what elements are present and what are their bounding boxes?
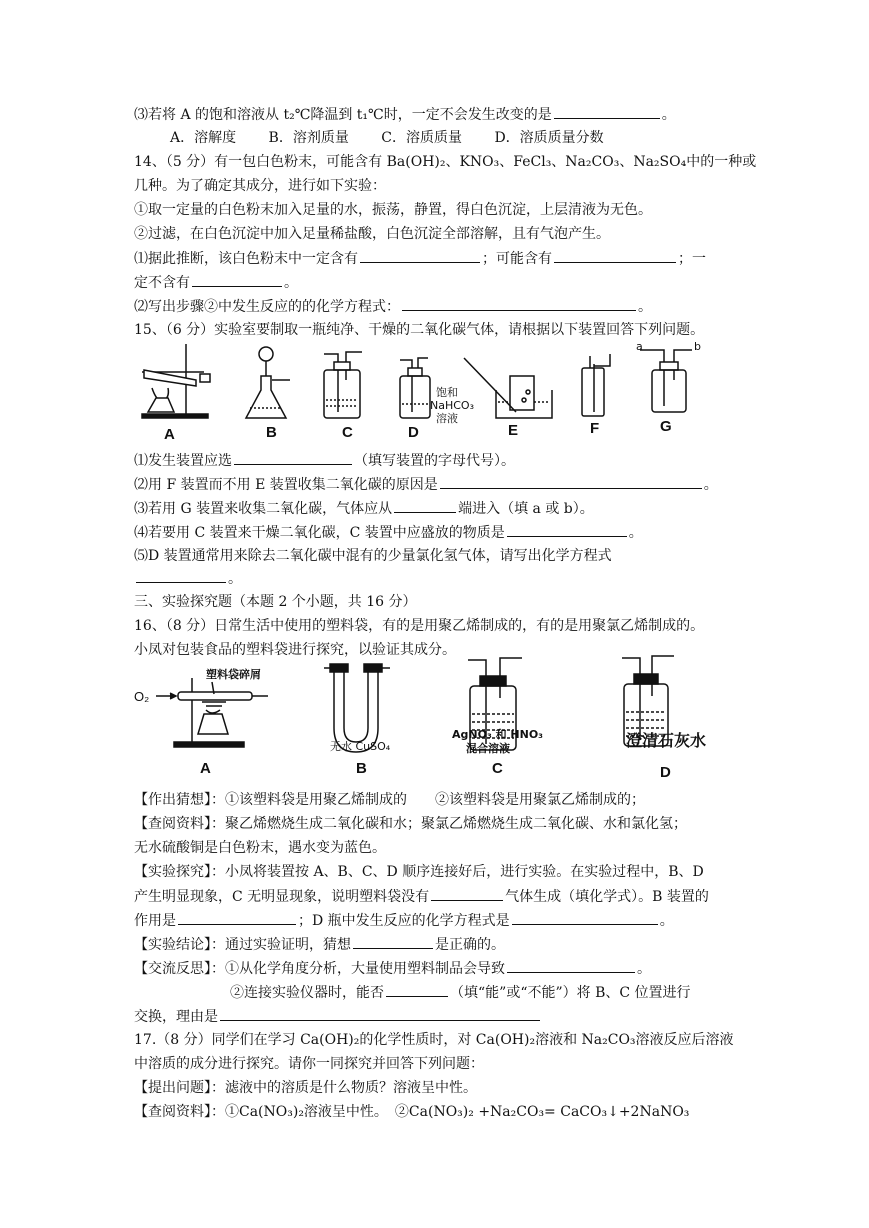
q14-step1: ①取一定量的白色粉末加入足量的水，振荡，静置，得白色沉淀，上层清液为无色。	[134, 202, 652, 218]
figure2-label-a: A	[200, 760, 211, 777]
q16-references-2: 无水硫酸铜是白色粉末，遇水变为蓝色。	[134, 840, 386, 856]
answer-blank[interactable]	[507, 522, 627, 537]
q17-stem-2: 中溶质的成分进行探究。请你一同探究并回答下列问题：	[134, 1056, 484, 1072]
anhydrous-cuso4-label: 无水 CuSO₄	[330, 740, 391, 753]
q16-stem-2: 小凤对包装食品的塑料袋进行探究，以验证其成分。	[134, 642, 456, 658]
q16-reflection-2: ②连接实验仪器时，能否 （填“能”或“不能”）将 B、C 位置进行	[230, 982, 691, 1003]
figure1-label-f: F	[590, 420, 600, 437]
q14-2: ⑵写出步骤②中发生反应的的化学方程式： 。	[134, 296, 652, 317]
u-tube-b	[324, 664, 390, 752]
q16-experiment-3: 作用是 ；D 瓶中发生反应的化学方程式是 。	[134, 910, 674, 931]
figure1-label-b: B	[266, 424, 277, 441]
q16-conclusion: 【实验结论】：通过实验证明，猜想 是正确的。	[134, 934, 505, 955]
q16-hypothesis: 【作出猜想】：①该塑料袋是用聚乙烯制成的 ②该塑料袋是用聚氯乙烯制成的；	[134, 792, 645, 808]
q13-3-options: A．溶解度 B．溶剂质量 C．溶质质量 D．溶质质量分数	[170, 130, 604, 146]
combustion-apparatus-a	[156, 678, 268, 747]
figure1-label-d: D	[408, 424, 419, 441]
figure1-label-c: C	[342, 424, 353, 441]
q16-reflection-1: 【交流反思】：①从化学角度分析，大量使用塑料制品会导致 。	[134, 958, 651, 979]
agno3-hno3-label: AgNO₃ 和 HNO₃	[452, 728, 544, 741]
answer-blank[interactable]	[136, 568, 226, 583]
figure1-label-e: E	[508, 422, 519, 439]
apparatus-d	[400, 358, 430, 418]
apparatus-c	[324, 352, 362, 418]
answer-blank[interactable]	[507, 958, 635, 973]
q15-5: ⑸D 装置通常用来除去二氧化碳中混有的少量氯化氢气体，请写出化学方程式	[134, 548, 612, 564]
q16-experiment-2: 产生明显现象，C 无明显现象，说明塑料袋没有 气体生成（填化学式）。B 装置的	[134, 886, 709, 907]
q15-stem: 15、（6 分）实验室要制取一瓶纯净、干燥的二氧化碳气体，请根据以下装置回答下列问题。	[134, 322, 705, 338]
answer-blank[interactable]	[431, 886, 503, 901]
q15-5-answer: 。	[134, 568, 242, 589]
q16-reflection-3: 交换，理由是	[134, 1006, 542, 1027]
d-reagent-line2: NaHCO₃	[430, 399, 474, 412]
plastic-scraps-label: 塑料袋碎屑	[206, 668, 261, 681]
figure1-label-a: A	[164, 426, 175, 443]
q17-references: 【查阅资料】：①Ca(NO₃)₂溶液呈中性。 ②Ca(NO₃)₂ +Na₂CO₃= CaCO₃↓+2NaNO₃	[134, 1104, 690, 1120]
q14-1-cont: 定不含有 。	[134, 272, 298, 293]
section-3-title: 三、实验探究题（本题 2 个小题，共 16 分）	[134, 594, 417, 610]
apparatus-figure-1	[134, 340, 734, 448]
d-reagent-line1: 饱和	[436, 386, 458, 399]
figure2-label-c: C	[492, 760, 503, 777]
mixed-solution-label: 混合溶液	[466, 742, 510, 755]
q15-1: ⑴发生装置应选 （填写装置的字母代号）。	[134, 450, 515, 471]
q15-3: ⑶若用 G 装置来收集二氧化碳，气体应从 端进入（填 a 或 b）。	[134, 498, 594, 519]
q16-references: 【查阅资料】：聚乙烯燃烧生成二氧化碳和水；聚氯乙烯燃烧生成二氧化碳、水和氯化氢；	[134, 816, 687, 832]
answer-blank[interactable]	[386, 982, 448, 997]
answer-blank[interactable]	[512, 910, 658, 925]
oxygen-gas-label: O₂	[134, 689, 150, 704]
apparatus-a	[142, 344, 210, 418]
answer-blank[interactable]	[220, 1006, 540, 1021]
answer-blank[interactable]	[353, 934, 433, 949]
answer-blank[interactable]	[402, 296, 636, 311]
q16-experiment: 【实验探究】：小凤将装置按 A、B、C、D 顺序连接好后，进行实验。在实验过程中，B、D	[134, 864, 704, 880]
figure1-label-g: G	[660, 418, 672, 435]
apparatus-e	[464, 358, 552, 418]
answer-blank[interactable]	[554, 104, 660, 119]
answer-blank[interactable]	[554, 248, 676, 263]
q14-1: ⑴据此推断，该白色粉末中一定含有 ；可能含有 ；一	[134, 248, 706, 269]
answer-blank[interactable]	[192, 272, 282, 287]
apparatus-f	[582, 354, 610, 416]
q17-question: 【提出问题】：滤液中的溶质是什么物质？溶液呈中性。	[134, 1080, 477, 1096]
g-port-a: a	[636, 340, 643, 353]
figure2-label-b: B	[356, 760, 367, 777]
q15-2: ⑵用 F 装置而不用 E 装置收集二氧化碳的原因是 。	[134, 474, 718, 495]
apparatus-g	[640, 350, 692, 412]
q13-3-line: ⑶若将 A 的饱和溶液从 t₂℃降温到 t₁℃时，一定不会发生改变的是 。	[134, 104, 676, 125]
g-port-b: b	[694, 340, 701, 353]
answer-blank[interactable]	[178, 910, 296, 925]
q14-step2: ②过滤，在白色沉淀中加入足量稀盐酸，白色沉淀全部溶解，且有气泡产生。	[134, 226, 610, 242]
d-reagent-line3: 溶液	[436, 412, 458, 425]
q14-stem-2: 几种。为了确定其成分，进行如下实验：	[134, 178, 386, 194]
answer-blank[interactable]	[360, 248, 480, 263]
answer-blank[interactable]	[440, 474, 702, 489]
figure2-label-d: D	[660, 764, 671, 781]
q14-stem: 14、（5 分）有一包白色粉末，可能含有 Ba(OH)₂、KNO₃、FeCl₃、Na₂CO₃、Na₂SO₄中的一种或	[134, 154, 757, 170]
limewater-label: 澄清石灰水	[626, 731, 707, 750]
answer-blank[interactable]	[394, 498, 456, 513]
q16-stem: 16、（8 分）日常生活中使用的塑料袋，有的是用聚乙烯制成的，有的是用聚氯乙烯制成的。	[134, 618, 705, 634]
apparatus-b	[246, 347, 290, 418]
answer-blank[interactable]	[234, 450, 352, 465]
q17-stem: 17.（8 分）同学们在学习 Ca(OH)₂的化学性质时，对 Ca(OH)₂溶液和 Na₂CO₃溶液反应后溶液	[134, 1032, 734, 1048]
q15-4: ⑷若要用 C 装置来干燥二氧化碳，C 装置中应盛放的物质是 。	[134, 522, 643, 543]
